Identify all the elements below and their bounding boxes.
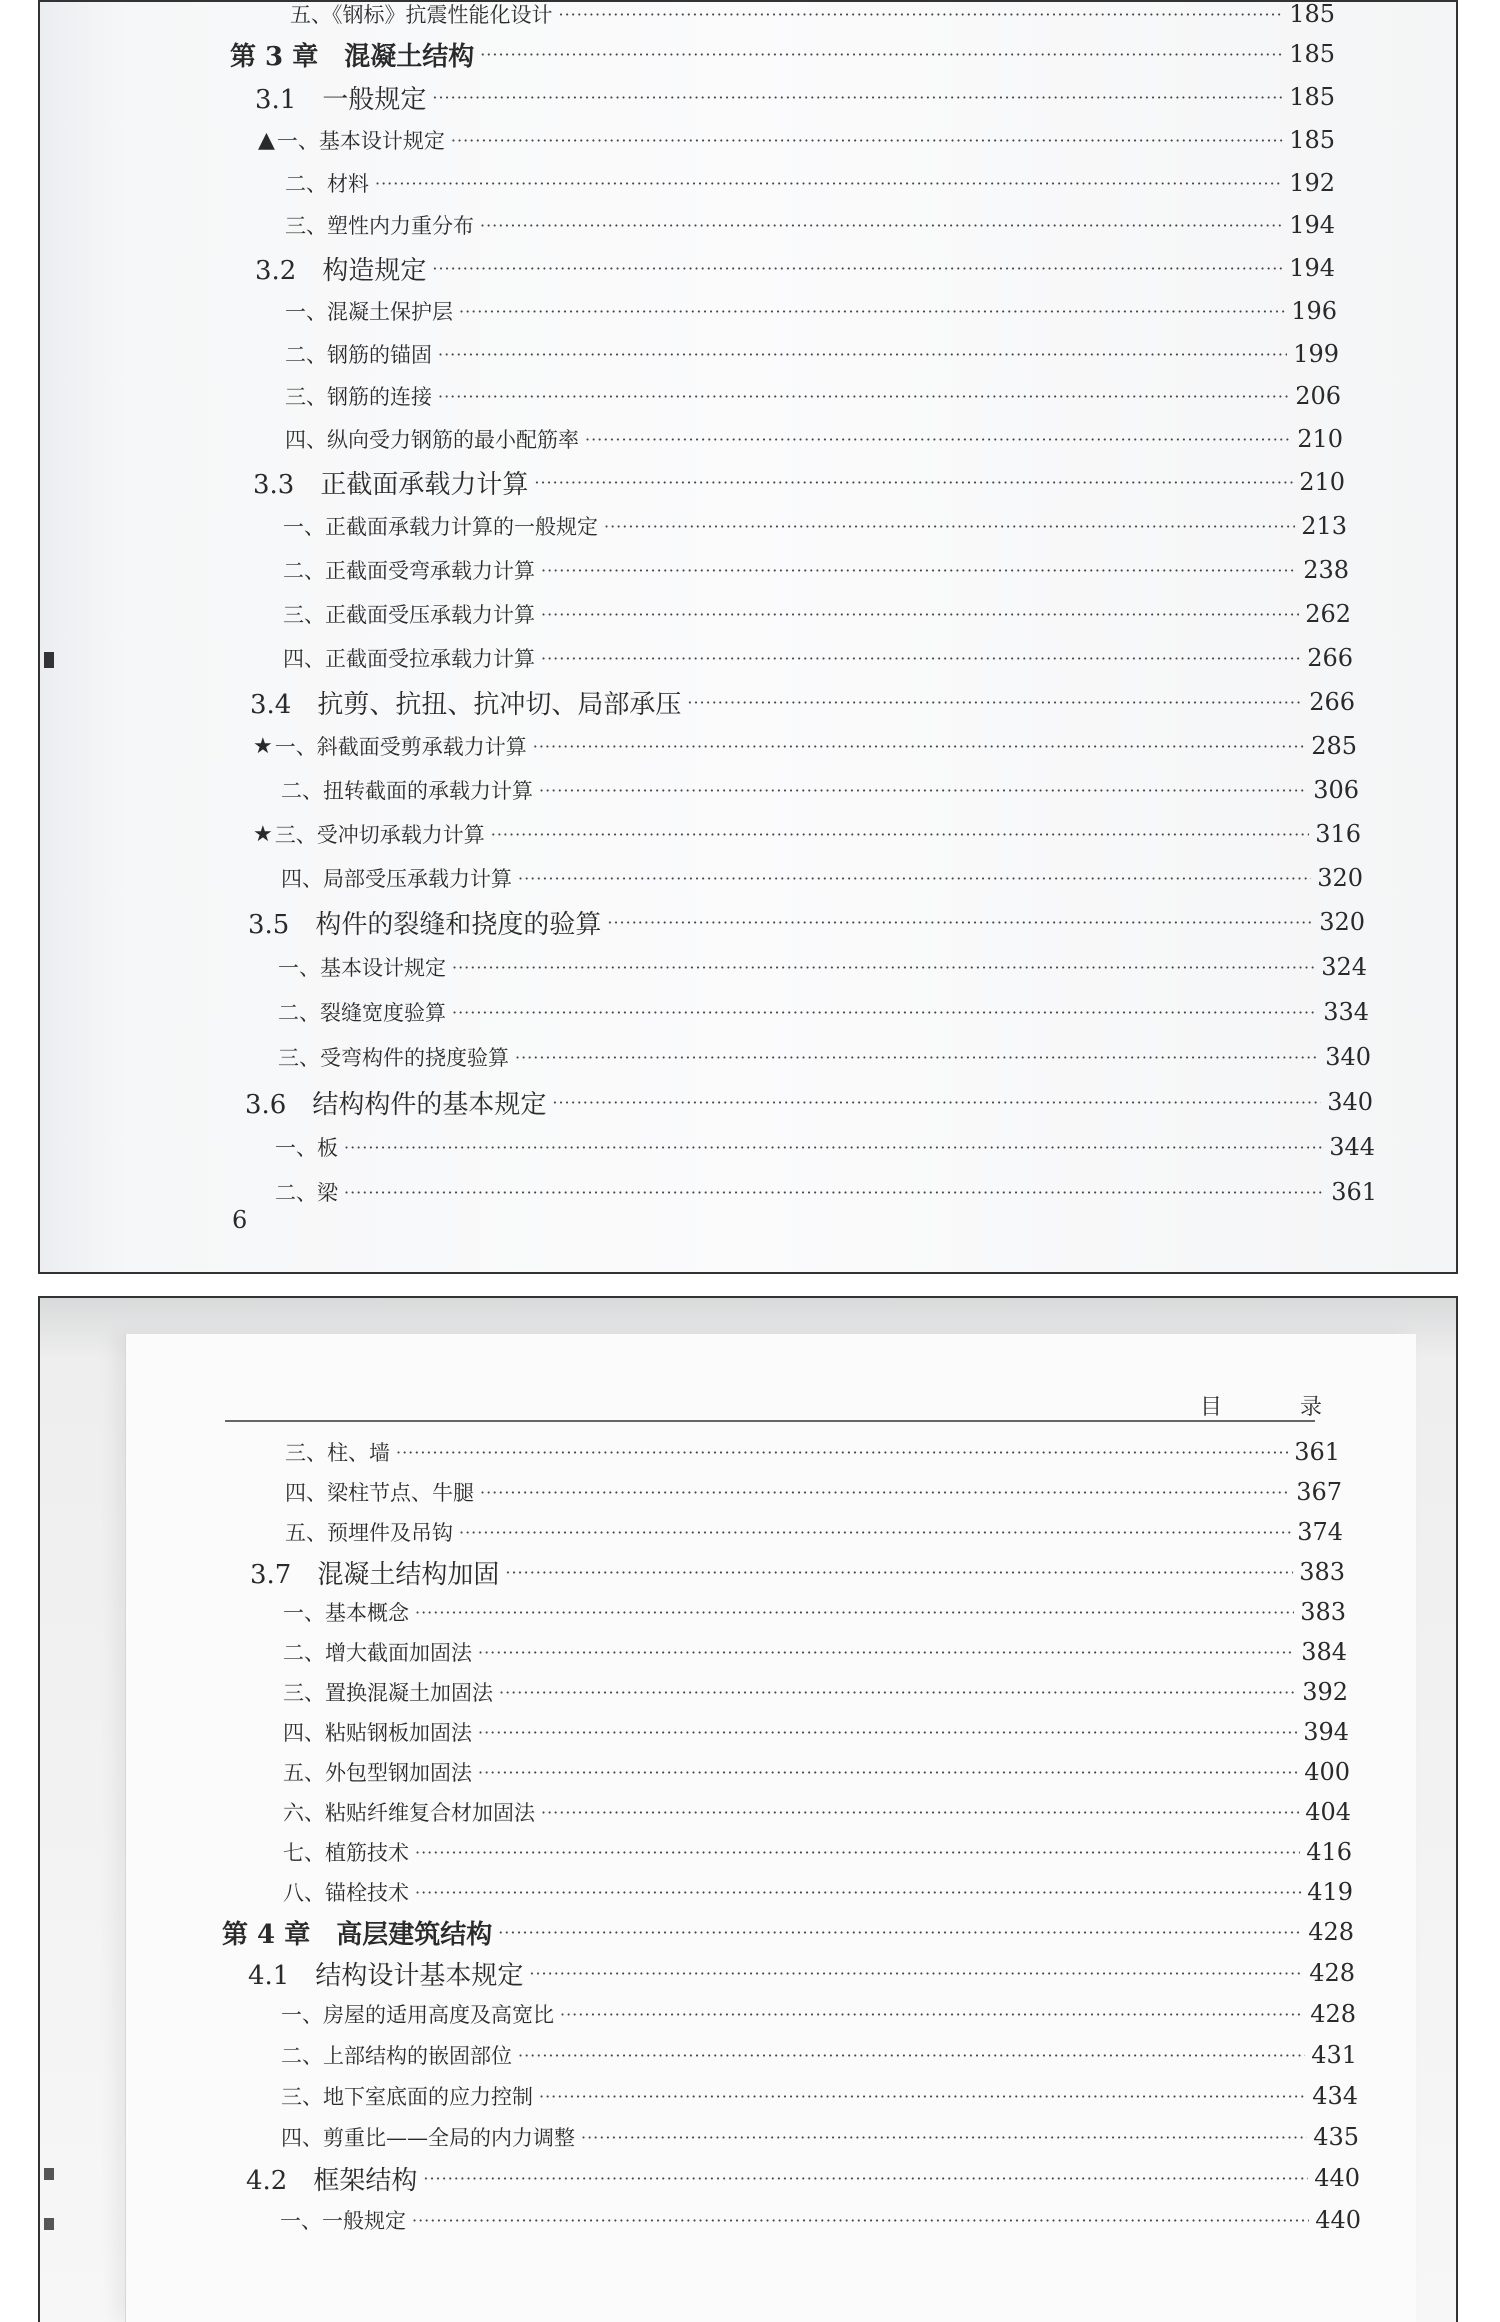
toc-entry-page: 185 (1289, 83, 1335, 111)
dot-leader (344, 1183, 1325, 1202)
toc-entry[interactable] (285, 1472, 1342, 1512)
toc-entry-page: 392 (1302, 1678, 1348, 1706)
toc-entry-page: 206 (1295, 382, 1341, 410)
dot-leader (480, 45, 1283, 64)
toc-entry-page: 419 (1307, 1878, 1353, 1906)
toc-entry[interactable] (285, 291, 1337, 331)
dot-leader (415, 1883, 1301, 1902)
toc-entry-label: 八、锚栓技术 (283, 1881, 409, 1905)
toc-chapter-entry[interactable] (230, 34, 1335, 74)
dot-leader (581, 2128, 1307, 2147)
toc-entry-label: 第 4 章 高层建筑结构 (222, 1919, 493, 1950)
toc-entry-label: 3.5 构件的裂缝和挠度的验算 (248, 909, 602, 940)
toc-entry-label: 三、受弯构件的挠度验算 (278, 1046, 509, 1070)
toc-entry[interactable] (283, 506, 1347, 546)
dot-leader (396, 1443, 1288, 1462)
toc-entry-page: 334 (1323, 998, 1369, 1026)
toc-entry-label: 三、钢筋的连接 (285, 385, 432, 409)
toc-section-entry[interactable] (255, 248, 1335, 288)
toc-entry-label: 三、塑性内力重分布 (285, 214, 474, 238)
triangle-marker-icon: ▲ (258, 127, 275, 153)
dot-leader (518, 869, 1311, 888)
toc-entry-label: 一、混凝土保护层 (285, 300, 453, 324)
dot-leader (539, 781, 1307, 800)
toc-entry-label: 五、《钢标》抗震性能化设计 (290, 3, 553, 27)
toc-entry[interactable] (283, 1872, 1353, 1912)
toc-entry-page: 185 (1289, 126, 1335, 154)
dot-leader (529, 1964, 1303, 1983)
toc-entry[interactable] (283, 1832, 1352, 1872)
dot-leader (533, 737, 1305, 756)
toc-entry-label: 第 3 章 混凝土结构 (230, 41, 475, 72)
toc-entry-label: 五、预埋件及吊钩 (285, 1521, 453, 1545)
dot-leader (491, 825, 1309, 844)
page-edge-mark (44, 652, 54, 668)
toc-entry[interactable] (285, 1512, 1343, 1552)
toc-entry-page: 185 (1289, 40, 1335, 68)
toc-entry-label: 一、斜截面受剪承载力计算 (274, 735, 527, 759)
toc-chapter-entry[interactable] (222, 1912, 1354, 1952)
toc-entry-page: 324 (1321, 953, 1367, 981)
toc-entry-label: 三、地下室底面的应力控制 (281, 2085, 533, 2109)
dot-leader (459, 1523, 1291, 1542)
toc-entry[interactable] (283, 638, 1353, 678)
toc-entry-label: 七、植筋技术 (283, 1841, 409, 1865)
toc-entry-label: 三、置换混凝土加固法 (283, 1681, 493, 1705)
toc-entry[interactable] (278, 1037, 1371, 1077)
toc-entry-page: 194 (1289, 211, 1335, 239)
toc-section-entry[interactable] (248, 1953, 1355, 1993)
dot-leader (604, 517, 1295, 536)
toc-entry-page: 210 (1297, 425, 1343, 453)
toc-entry-page: 344 (1329, 1133, 1375, 1161)
toc-entry-label: 五、外包型钢加固法 (283, 1761, 472, 1785)
toc-entry[interactable] (285, 334, 1339, 374)
dot-leader (480, 216, 1283, 235)
toc-page-top (38, 0, 1458, 1274)
dot-leader (518, 2046, 1305, 2065)
toc-entry-label: 二、梁 (275, 1181, 338, 1205)
toc-entry-label: 三、受冲切承载力计算 (274, 823, 485, 847)
dot-leader (585, 430, 1291, 449)
toc-entry-label: 二、上部结构的嵌固部位 (281, 2044, 512, 2068)
dot-leader (452, 958, 1315, 977)
dot-leader (438, 387, 1289, 406)
toc-entry-label: 3.2 构造规定 (255, 255, 427, 286)
toc-entry-label: 一、板 (275, 1136, 338, 1160)
toc-section-entry[interactable] (248, 902, 1365, 942)
toc-section-entry[interactable] (255, 77, 1335, 117)
toc-entry-page: 428 (1310, 2000, 1356, 2028)
dot-leader (478, 1763, 1298, 1782)
toc-entry[interactable] (280, 2200, 1361, 2240)
toc-entry-page: 199 (1293, 340, 1339, 368)
dot-leader (459, 302, 1285, 321)
toc-entry[interactable] (283, 594, 1351, 634)
toc-entry-page: 196 (1291, 297, 1337, 325)
toc-section-entry[interactable] (245, 1082, 1373, 1122)
toc-entry-label: 二、正截面受弯承载力计算 (283, 559, 535, 583)
dot-leader (505, 1563, 1293, 1582)
dot-leader (438, 345, 1287, 364)
dot-leader (344, 1138, 1323, 1157)
toc-entry-page: 361 (1294, 1438, 1340, 1466)
dot-leader (423, 2169, 1308, 2188)
toc-entry-label: 三、柱、墙 (285, 1441, 390, 1465)
toc-entry[interactable] (275, 1172, 1377, 1212)
dot-leader (499, 1683, 1296, 1702)
toc-entry-page: 440 (1315, 2206, 1361, 2234)
dot-leader (451, 131, 1283, 150)
page-number: 6 (232, 1206, 248, 1234)
toc-entry-label: 3.1 一般规定 (255, 84, 427, 115)
dot-leader (687, 693, 1303, 712)
toc-entry[interactable] (281, 770, 1359, 810)
toc-entry-page: 266 (1307, 644, 1353, 672)
toc-entry[interactable] (278, 992, 1369, 1032)
star-marker-icon: ★ (253, 821, 273, 847)
toc-entry-page: 416 (1306, 1838, 1352, 1866)
toc-entry-label: 四、剪重比——全局的内力调整 (281, 2126, 575, 2150)
toc-section-entry[interactable] (246, 2158, 1360, 2198)
toc-entry[interactable] (283, 1712, 1349, 1752)
toc-entry-label: 4.1 结构设计基本规定 (248, 1960, 524, 1991)
toc-entry-label: 3.6 结构构件的基本规定 (245, 1089, 547, 1120)
toc-entry[interactable] (285, 376, 1341, 416)
toc-entry[interactable] (285, 419, 1343, 459)
toc-entry[interactable] (281, 2035, 1357, 2075)
toc-entry-page: 238 (1303, 556, 1349, 584)
dot-leader (541, 605, 1299, 624)
toc-entry-page: 306 (1313, 776, 1359, 804)
dot-leader (534, 473, 1293, 492)
dot-leader (541, 1803, 1299, 1822)
dot-leader (560, 2005, 1304, 2024)
toc-entry-page: 404 (1305, 1798, 1351, 1826)
toc-entry-page: 435 (1313, 2123, 1359, 2151)
dot-leader (541, 561, 1297, 580)
dot-leader (559, 5, 1284, 24)
toc-entry[interactable] (281, 2117, 1359, 2157)
dot-leader (480, 1483, 1290, 1502)
toc-entry-page: 192 (1289, 169, 1335, 197)
toc-entry-label: 一、房屋的适用高度及高宽比 (281, 2003, 554, 2027)
header-rule (225, 1420, 1315, 1422)
toc-entry-label: 四、纵向受力钢筋的最小配筋率 (285, 428, 579, 452)
toc-entry-page: 440 (1314, 2164, 1360, 2192)
toc-entry-page: 384 (1301, 1638, 1347, 1666)
toc-entry-label: 3.7 混凝土结构加固 (250, 1559, 500, 1590)
toc-entry[interactable] (258, 120, 1335, 160)
dot-leader (432, 88, 1283, 107)
toc-entry[interactable] (275, 1127, 1375, 1167)
dot-leader (515, 1048, 1319, 1067)
toc-entry[interactable] (283, 1632, 1347, 1672)
toc-section-entry[interactable] (250, 682, 1355, 722)
toc-entry-page: 394 (1303, 1718, 1349, 1746)
dot-leader (432, 259, 1283, 278)
toc-entry-page: 266 (1309, 688, 1355, 716)
toc-entry[interactable] (281, 1994, 1356, 2034)
dot-leader (478, 1723, 1297, 1742)
dot-leader (415, 1843, 1300, 1862)
toc-entry[interactable] (285, 1432, 1340, 1472)
toc-entry[interactable] (283, 1792, 1351, 1832)
dot-leader (452, 1003, 1317, 1022)
dot-leader (552, 1093, 1321, 1112)
toc-section-entry[interactable] (250, 1552, 1345, 1592)
toc-entry[interactable] (283, 1592, 1346, 1632)
toc-entry[interactable] (283, 1672, 1348, 1712)
toc-entry-page: 262 (1305, 600, 1351, 628)
toc-entry-page: 210 (1299, 468, 1345, 496)
toc-entry-label: 二、裂缝宽度验算 (278, 1001, 446, 1025)
toc-entry-page: 367 (1296, 1478, 1342, 1506)
toc-entry[interactable] (253, 726, 1357, 766)
toc-entry-page: 320 (1317, 864, 1363, 892)
toc-entry-page: 340 (1327, 1088, 1373, 1116)
toc-entry[interactable] (283, 550, 1349, 590)
toc-entry[interactable] (285, 205, 1335, 245)
toc-entry-label: 一、正截面承载力计算的一般规定 (283, 515, 598, 539)
dot-leader (539, 2087, 1306, 2106)
toc-section-entry[interactable] (253, 462, 1345, 502)
toc-entry[interactable] (285, 163, 1335, 203)
toc-entry[interactable] (278, 947, 1367, 987)
toc-entry-page: 431 (1311, 2041, 1357, 2069)
toc-entry-label: 四、局部受压承载力计算 (281, 867, 512, 891)
toc-entry-label: 二、材料 (285, 172, 369, 196)
toc-entry[interactable] (290, 0, 1335, 34)
toc-entry[interactable] (253, 814, 1361, 854)
toc-entry-page: 383 (1300, 1598, 1346, 1626)
dot-leader (375, 174, 1283, 193)
toc-entry-label: 四、正截面受拉承载力计算 (283, 647, 535, 671)
toc-entry-page: 316 (1315, 820, 1361, 848)
toc-entry-label: 六、粘贴纤维复合材加固法 (283, 1801, 535, 1825)
toc-entry-label: 一、基本概念 (283, 1601, 409, 1625)
toc-entry-page: 213 (1301, 512, 1347, 540)
toc-entry-label: 三、正截面受压承载力计算 (283, 603, 535, 627)
dot-leader (415, 1603, 1294, 1622)
running-head: 目 录 (1200, 1395, 1351, 1420)
toc-entry-label: 一、基本设计规定 (278, 956, 446, 980)
dot-leader (541, 649, 1301, 668)
toc-entry-page: 361 (1331, 1178, 1377, 1206)
toc-entry-label: 二、增大截面加固法 (283, 1641, 472, 1665)
toc-entry-label: 一、一般规定 (280, 2209, 406, 2233)
toc-entry-label: 四、梁柱节点、牛腿 (285, 1481, 474, 1505)
toc-entry-label: 3.4 抗剪、抗扭、抗冲切、局部承压 (250, 689, 682, 720)
dot-leader (412, 2211, 1309, 2230)
dot-leader (478, 1643, 1295, 1662)
toc-entry-page: 194 (1289, 254, 1335, 282)
dot-leader (498, 1923, 1302, 1942)
toc-entry-page: 434 (1312, 2082, 1358, 2110)
dot-leader (607, 913, 1313, 932)
toc-entry[interactable] (281, 858, 1363, 898)
toc-entry-label: 二、扭转截面的承载力计算 (281, 779, 533, 803)
toc-page-bottom (38, 1296, 1458, 2322)
toc-entry-page: 428 (1309, 1959, 1355, 1987)
toc-entry-page: 340 (1325, 1043, 1371, 1071)
toc-entry-label: 4.2 框架结构 (246, 2165, 418, 2196)
toc-entry-page: 185 (1289, 0, 1335, 28)
toc-entry-page: 374 (1297, 1518, 1343, 1546)
toc-entry-label: 一、基本设计规定 (276, 129, 445, 153)
toc-entry-page: 285 (1311, 732, 1357, 760)
toc-entry-label: 二、钢筋的锚固 (285, 343, 432, 367)
toc-entry-page: 320 (1319, 908, 1365, 936)
toc-entry-label: 3.3 正截面承载力计算 (253, 469, 529, 500)
toc-entry[interactable] (281, 2076, 1358, 2116)
page-edge-mark (44, 2168, 54, 2180)
page-edge-mark (44, 2218, 54, 2230)
toc-entry-page: 400 (1304, 1758, 1350, 1786)
toc-entry[interactable] (283, 1752, 1350, 1792)
toc-entry-label: 四、粘贴钢板加固法 (283, 1721, 472, 1745)
toc-entry-page: 428 (1308, 1918, 1354, 1946)
toc-entry-page: 383 (1299, 1558, 1345, 1586)
star-marker-icon: ★ (253, 733, 273, 759)
